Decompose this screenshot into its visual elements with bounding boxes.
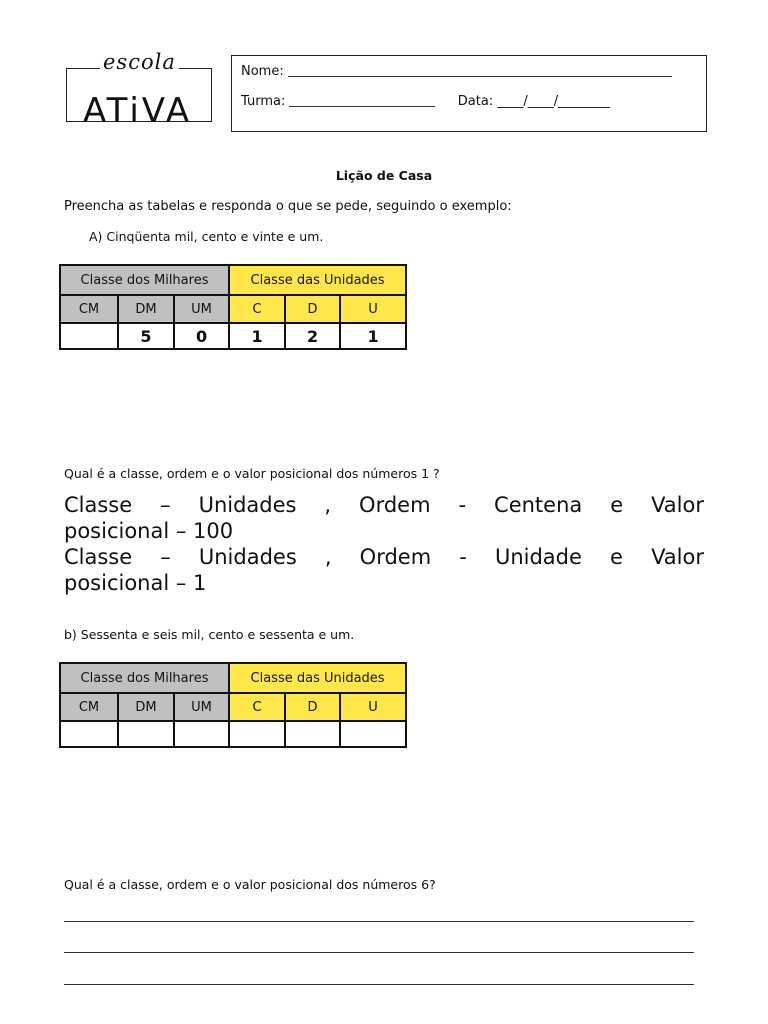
col-u: U [340, 693, 406, 721]
answer-line-blank[interactable] [64, 952, 694, 953]
answer-line: posicional – 1 [64, 571, 207, 595]
place-value-table-b [59, 662, 407, 748]
answer-line: Classe – Unidades , Ordem - Centena e Valor [64, 493, 704, 517]
col-dm: DM [118, 693, 174, 721]
logo-top-text: escola [100, 50, 179, 74]
answer-a [64, 492, 704, 596]
col-u: U [340, 295, 406, 323]
value-dm[interactable] [118, 721, 174, 747]
answer-line: Classe – Unidades , Ordem - Unidade e Valor [64, 545, 704, 569]
question-b: Qual é a classe, ordem e o valor posicional dos números 6? [64, 877, 436, 892]
place-value-table-a [59, 264, 407, 350]
student-info-box [231, 55, 707, 132]
turma-label: Turma: [241, 94, 286, 109]
page-title: Lição de Casa [335, 168, 433, 183]
turma-field[interactable] [289, 106, 435, 107]
value-d[interactable] [285, 721, 340, 747]
exercise-a-prompt: A) Cinqüenta mil, cento e vinte e um. [89, 229, 324, 244]
logo-frame [66, 68, 212, 131]
school-logo [64, 50, 214, 131]
header-unidades: Classe das Unidades [229, 265, 406, 295]
header-milhares: Classe dos Milhares [60, 663, 229, 693]
col-d: D [285, 295, 340, 323]
answer-line: posicional – 100 [64, 519, 234, 543]
value-c[interactable] [229, 721, 285, 747]
date-label: Data: [457, 94, 494, 109]
value-c[interactable]: 1 [229, 323, 285, 349]
value-u[interactable] [340, 721, 406, 747]
value-um[interactable]: 0 [174, 323, 229, 349]
col-c: C [229, 693, 285, 721]
value-um[interactable] [174, 721, 229, 747]
col-cm: CM [60, 295, 118, 323]
header-unidades: Classe das Unidades [229, 663, 406, 693]
value-d[interactable]: 2 [285, 323, 340, 349]
value-cm[interactable] [60, 323, 118, 349]
col-um: UM [174, 295, 229, 323]
col-dm: DM [118, 295, 174, 323]
answer-line-blank[interactable] [64, 984, 694, 985]
header-milhares: Classe dos Milhares [60, 265, 229, 295]
col-um: UM [174, 693, 229, 721]
answer-line-blank[interactable] [64, 921, 694, 922]
col-d: D [285, 693, 340, 721]
col-c: C [229, 295, 285, 323]
value-dm[interactable]: 5 [118, 323, 174, 349]
name-field[interactable] [288, 76, 672, 77]
exercise-b-prompt: b) Sessenta e seis mil, cento e sessenta e um. [64, 627, 355, 642]
date-field[interactable]: ____/____/________ [497, 94, 611, 109]
question-a: Qual é a classe, ordem e o valor posicional dos números 1 ? [64, 466, 440, 481]
value-cm[interactable] [60, 721, 118, 747]
name-label: Nome: [241, 64, 284, 79]
logo-main-text: ATiVA [83, 91, 193, 131]
name-row [241, 64, 672, 79]
value-u[interactable]: 1 [340, 323, 406, 349]
col-cm: CM [60, 693, 118, 721]
class-date-row [241, 94, 610, 109]
instructions: Preencha as tabelas e responda o que se pede, seguindo o exemplo: [64, 199, 512, 214]
